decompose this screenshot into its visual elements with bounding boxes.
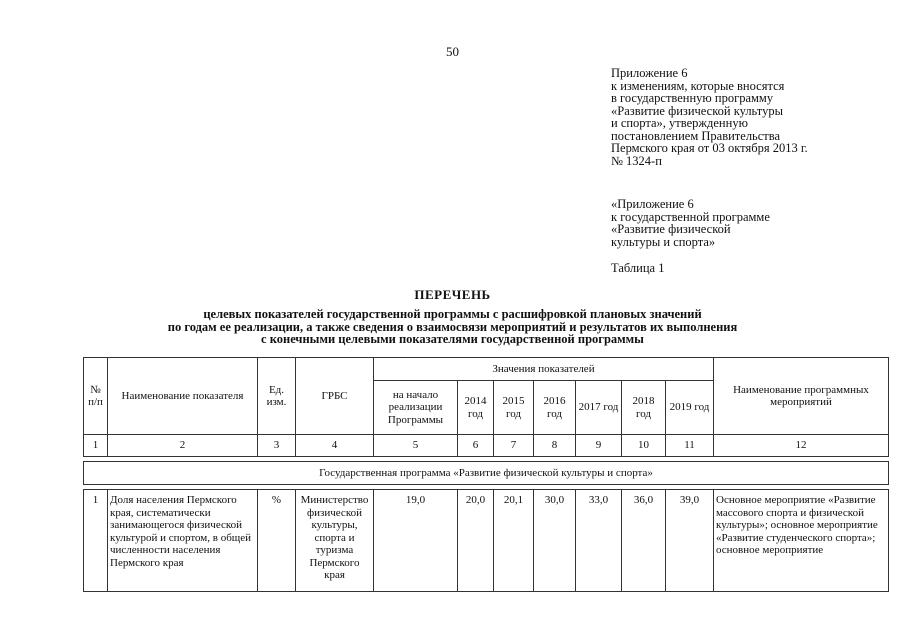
column-number: 11 (666, 435, 714, 457)
column-number: 9 (576, 435, 622, 457)
column-numbers-row (84, 435, 889, 457)
appendix-header-line: к изменениям, которые вносятся (611, 78, 785, 93)
appendix-note-line: «Развитие физической (611, 222, 731, 236)
program-row (84, 462, 889, 485)
table-header-row (84, 358, 889, 381)
header-year: 2019 год (666, 381, 714, 435)
table-label: Таблица 1 (611, 261, 665, 275)
column-number: 3 (258, 435, 296, 457)
cell-year-value: 20,0 (458, 490, 494, 592)
table-row (84, 490, 889, 592)
cell-year-value: 30,0 (534, 490, 576, 592)
column-number: 7 (494, 435, 534, 457)
column-number: 2 (108, 435, 258, 457)
cell-grbs: Министерство физической культуры, спорта и туризма Пермского края (296, 490, 374, 592)
subtitle-line: по годам ее реализации, а также сведения о взаимосвязи мероприятий и результатов их выполнения (167, 319, 738, 334)
appendix-header-line: Пермского края от 03 октября 2013 г. (611, 141, 808, 155)
cell-year-value: 20,1 (494, 490, 534, 592)
header-year: 2018 год (622, 381, 666, 435)
header-num: № п/п (84, 358, 108, 435)
document-title: ПЕРЕЧЕНЬ (414, 287, 491, 302)
header-year: 2015 год (494, 381, 534, 435)
column-number: 10 (622, 435, 666, 457)
cell-year-value: 36,0 (622, 490, 666, 592)
cell-indicator-name: Доля населения Пермского края, систематически занимающегося физической культурой и спортом, в общей численности населения Пермского края (108, 490, 258, 592)
column-number: 5 (374, 435, 458, 457)
column-number: 12 (714, 435, 889, 457)
cell-activities: Основное мероприятие «Развитие массового спорта и физической культуры»; основное мероприятие «Развитие студенческого спорта»; основное мероприятие (714, 490, 889, 592)
cell-year-value: 39,0 (666, 490, 714, 592)
appendix-header (611, 67, 808, 167)
appendix-note-line: к государственной программе (611, 209, 770, 224)
header-start: на начало реализации Программы (374, 381, 458, 435)
header-values-group: Значения показателей (374, 358, 714, 381)
column-number: 8 (534, 435, 576, 457)
subtitle-line: целевых показателей государственной программы с расшифровкой плановых значений (203, 307, 702, 321)
appendix-note (611, 198, 770, 248)
cell-num: 1 (84, 490, 108, 592)
appendix-header-line: № 1324-п (611, 153, 662, 168)
column-number: 1 (84, 435, 108, 457)
subtitle-line: с конечными целевыми показателями государственной программы (261, 332, 644, 346)
header-year: 2014 год (458, 381, 494, 435)
program-name: Государственная программа «Развитие физической культуры и спорта» (84, 462, 889, 485)
header-year: 2016 год (534, 381, 576, 435)
header-activities: Наименование программных мероприятий (714, 358, 889, 435)
appendix-header-line: Приложение 6 (611, 66, 688, 80)
appendix-header-line: в государственную программу (611, 91, 774, 105)
appendix-note-line: культуры и спорта» (611, 234, 716, 249)
column-number: 6 (458, 435, 494, 457)
column-number: 4 (296, 435, 374, 457)
cell-unit: % (258, 490, 296, 592)
appendix-header-line: «Развитие физической культуры (611, 103, 783, 118)
appendix-note-line: «Приложение 6 (611, 197, 694, 211)
page-number: 50 (446, 44, 459, 59)
document-subtitle (0, 308, 905, 346)
appendix-header-line: и спорта», утвержденную (611, 116, 748, 130)
header-grbs: ГРБС (296, 358, 374, 435)
appendix-header-line: постановлением Правительства (611, 128, 781, 143)
indicators-table (83, 357, 889, 592)
cell-start-value: 19,0 (374, 490, 458, 592)
header-name: Наименование показателя (108, 358, 258, 435)
header-unit: Ед. изм. (258, 358, 296, 435)
cell-year-value: 33,0 (576, 490, 622, 592)
header-year: 2017 год (576, 381, 622, 435)
